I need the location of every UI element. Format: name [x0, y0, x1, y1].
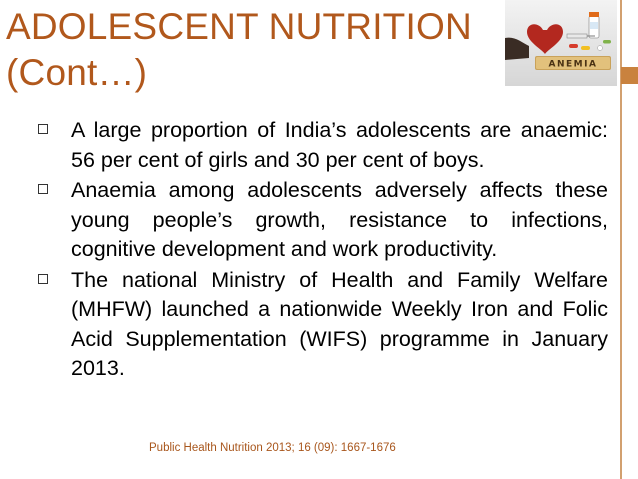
citation: Public Health Nutrition 2013; 16 (09): 1667-1676	[149, 442, 396, 454]
anemia-photo	[505, 0, 617, 86]
checkbox-bullet-icon	[38, 274, 48, 284]
bullet-item	[36, 176, 608, 265]
slide-title	[6, 4, 506, 96]
checkbox-bullet-icon	[38, 184, 48, 194]
bullet-list	[36, 116, 608, 385]
anemia-letter-tiles	[535, 56, 611, 70]
anemia-tile-text: ANEMIA	[548, 59, 598, 70]
slide-title-line-1: ADOLESCENT NUTRITION	[6, 6, 472, 47]
bullet-text: The national Ministry of Health and Family Welfare (MHFW) launched a nationwide Weekly Iron and Folic Acid Supplementation (WIFS) programme in January 2013.	[71, 267, 608, 380]
bullet-text: Anaemia among adolescents adversely affects these young people’s growth, resistance to infections, cognitive development and work productivity.	[71, 178, 608, 261]
slide-title-line-2: (Cont…)	[6, 52, 148, 93]
anemia-illustration	[505, 0, 617, 86]
right-accent-mark	[621, 67, 638, 84]
pill-bottle-icon	[589, 12, 599, 38]
bullet-item	[36, 266, 608, 384]
bullet-text: A large proportion of India’s adolescents are anaemic: 56 per cent of girls and 30 per cent of boys.	[71, 118, 608, 172]
checkbox-bullet-icon	[38, 124, 48, 134]
bullet-item	[36, 116, 608, 175]
